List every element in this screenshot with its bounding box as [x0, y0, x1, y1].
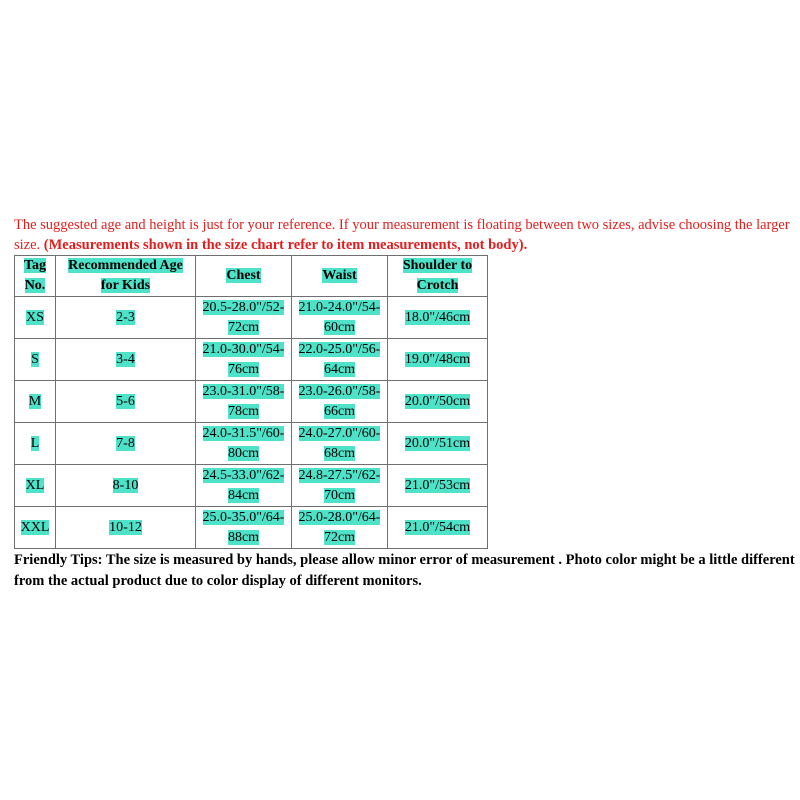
cell-chest: 24.5-33.0"/62- 84cm — [196, 465, 292, 507]
cell-chest: 21.0-30.0"/54- 76cm — [196, 339, 292, 381]
cell-tag: L — [15, 423, 56, 465]
cell-tag: M — [15, 381, 56, 423]
cell-tag: S — [15, 339, 56, 381]
notice-bold-text: (Measurements shown in the size chart refer to item measurements, not body). — [43, 237, 528, 253]
cell-shoulder: 19.0"/48cm — [388, 339, 488, 381]
cell-age: 10-12 — [56, 507, 196, 549]
cell-waist: 24.8-27.5"/62- 70cm — [292, 465, 388, 507]
cell-chest: 24.0-31.5"/60- 80cm — [196, 423, 292, 465]
table-row — [15, 339, 488, 381]
header-waist: Waist — [292, 256, 388, 297]
cell-age: 8-10 — [56, 465, 196, 507]
cell-waist: 22.0-25.0"/56- 64cm — [292, 339, 388, 381]
cell-age: 5-6 — [56, 381, 196, 423]
cell-age: 7-8 — [56, 423, 196, 465]
header-tag-no: Tag No. — [15, 256, 56, 297]
header-recommended-age: Recommended Age for Kids — [56, 256, 196, 297]
size-chart-table — [14, 255, 488, 549]
header-chest: Chest — [196, 256, 292, 297]
cell-chest: 23.0-31.0"/58- 78cm — [196, 381, 292, 423]
cell-age: 2-3 — [56, 297, 196, 339]
cell-shoulder: 20.0"/50cm — [388, 381, 488, 423]
cell-tag: XXL — [15, 507, 56, 549]
table-row — [15, 381, 488, 423]
cell-waist: 25.0-28.0"/64- 72cm — [292, 507, 388, 549]
table-row — [15, 465, 488, 507]
cell-tag: XL — [15, 465, 56, 507]
friendly-tips: Friendly Tips: The size is measured by hands, please allow minor error of measurement . Photo color might be a little different from the actual product due to color display of different monitors. — [14, 552, 795, 589]
cell-shoulder: 21.0"/54cm — [388, 507, 488, 549]
cell-tag: XS — [15, 297, 56, 339]
header-shoulder-to-crotch: Shoulder to Crotch — [388, 256, 488, 297]
table-row — [15, 507, 488, 549]
cell-age: 3-4 — [56, 339, 196, 381]
notice-text: The suggested age and height is just for your reference. If your measurement is floating between two sizes, advise choosing the larger size. — [14, 217, 790, 253]
table-row — [15, 423, 488, 465]
cell-waist: 21.0-24.0"/54- 60cm — [292, 297, 388, 339]
table-row — [15, 297, 488, 339]
cell-shoulder: 20.0"/51cm — [388, 423, 488, 465]
cell-chest: 20.5-28.0"/52- 72cm — [196, 297, 292, 339]
cell-chest: 25.0-35.0"/64- 88cm — [196, 507, 292, 549]
size-notice — [14, 215, 800, 255]
cell-waist: 23.0-26.0"/58- 66cm — [292, 381, 388, 423]
cell-shoulder: 21.0"/53cm — [388, 465, 488, 507]
cell-shoulder: 18.0"/46cm — [388, 297, 488, 339]
table-header-row — [15, 256, 488, 297]
cell-waist: 24.0-27.0"/60- 68cm — [292, 423, 388, 465]
